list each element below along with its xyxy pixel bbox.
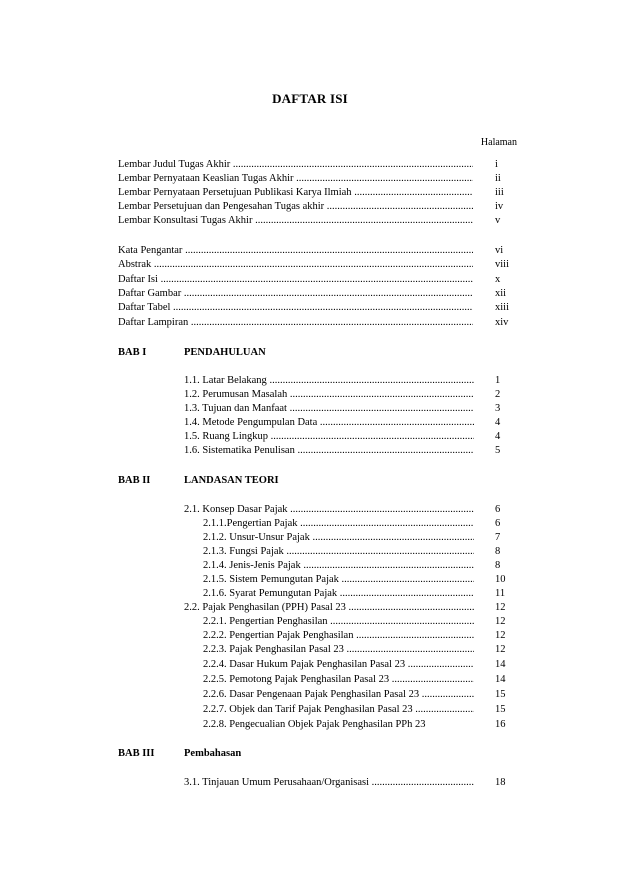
- toc-entry[interactable]: [203, 718, 518, 732]
- toc-entry-page: 10: [495, 574, 506, 585]
- toc-entry-label: 1.1. Latar Belakang .....: [184, 374, 474, 388]
- toc-entry-label: 2.2.7. Objek dan Tarif Pajak Penghasilan Pasal 23 .....: [203, 703, 474, 717]
- toc-entry-label: Lembar Pernyataan Keaslian Tugas Akhir .....: [118, 172, 473, 186]
- toc-entry[interactable]: [184, 776, 518, 790]
- toc-entry-label: 2.2.8. Pengecualian Objek Pajak Penghasilan PPh 23: [203, 719, 426, 730]
- toc-entry-label: 2.1.5. Sistem Pemungutan Pajak .....: [203, 573, 474, 587]
- toc-entry-page: vi: [495, 245, 504, 256]
- toc-entry-page: xii: [495, 288, 507, 299]
- toc-entry[interactable]: [118, 186, 518, 200]
- toc-entry[interactable]: [118, 287, 518, 301]
- toc-entry[interactable]: [184, 374, 518, 388]
- toc-entry-label: Daftar Isi .....: [118, 273, 473, 287]
- toc-entry-page: 16: [495, 719, 506, 730]
- chapter-heading[interactable]: [118, 474, 279, 488]
- toc-entry-page: 6: [495, 518, 501, 529]
- toc-entry-label: 2.1. Konsep Dasar Pajak .....: [184, 503, 474, 517]
- toc-entry-page: 14: [495, 659, 506, 670]
- toc-entry-label: 2.2.1. Pengertian Penghasilan .....: [203, 615, 474, 629]
- toc-entry-label: 1.6. Sistematika Penulisan .....: [184, 444, 474, 458]
- toc-entry-page: 2: [495, 389, 501, 400]
- toc-entry-page: 11: [495, 588, 506, 599]
- toc-entry[interactable]: [203, 615, 518, 629]
- toc-entry-page: xiv: [495, 317, 509, 328]
- toc-entry-label: 1.4. Metode Pengumpulan Data .....: [184, 416, 474, 430]
- toc-entry-page: 6: [495, 504, 501, 515]
- toc-entry[interactable]: [184, 503, 518, 517]
- toc-entry-page: v: [495, 215, 501, 226]
- toc-entry-page: viii: [495, 259, 510, 270]
- toc-entry[interactable]: [184, 388, 518, 402]
- toc-entry[interactable]: [184, 444, 518, 458]
- toc-entry-label: 2.2.5. Pemotong Pajak Penghasilan Pasal 23 .....: [203, 673, 474, 687]
- toc-entry-page: i: [495, 159, 498, 170]
- toc-entry[interactable]: [118, 273, 518, 287]
- chapter-number: BAB I: [118, 347, 147, 358]
- chapter-title: LANDASAN TEORI: [184, 475, 279, 486]
- toc-entry-page: 15: [495, 689, 506, 700]
- toc-entry[interactable]: [118, 158, 518, 172]
- toc-entry[interactable]: [118, 258, 518, 272]
- toc-entry[interactable]: [203, 673, 518, 687]
- toc-entry-page: iii: [495, 187, 504, 198]
- page-column-label: Halaman: [480, 137, 517, 148]
- toc-entry[interactable]: [184, 402, 518, 416]
- toc-entry[interactable]: [118, 200, 518, 214]
- toc-entry-label: 2.1.1.Pengertian Pajak .....: [203, 517, 474, 531]
- chapter-number: BAB II: [118, 475, 151, 486]
- toc-entry-label: Lembar Pernyataan Persetujuan Publikasi Karya Ilmiah .....: [118, 186, 473, 200]
- toc-entry-page: iv: [495, 201, 504, 212]
- toc-entry-label: Lembar Persetujuan dan Pengesahan Tugas akhir .....: [118, 200, 473, 214]
- toc-entry[interactable]: [203, 688, 518, 702]
- toc-entry-page: 1: [495, 375, 501, 386]
- toc-entry[interactable]: [118, 301, 518, 315]
- toc-entry-label: 2.1.2. Unsur-Unsur Pajak .....: [203, 531, 474, 545]
- toc-entry[interactable]: [203, 658, 518, 672]
- toc-entry-page: 4: [495, 431, 501, 442]
- toc-entry-page: ii: [495, 173, 501, 184]
- toc-entry-label: 2.2. Pajak Penghasilan (PPH) Pasal 23 .....: [184, 601, 474, 615]
- chapter-title: PENDAHULUAN: [184, 347, 266, 358]
- toc-entry[interactable]: [203, 559, 518, 573]
- toc-entry-label: Daftar Tabel .....: [118, 301, 473, 315]
- toc-entry-label: 2.2.4. Dasar Hukum Pajak Penghasilan Pasal 23 .....: [203, 658, 474, 672]
- toc-entry[interactable]: [118, 214, 518, 228]
- toc-entry-label: 2.2.6. Dasar Pengenaan Pajak Penghasilan Pasal 23 .....: [203, 688, 474, 702]
- toc-entry[interactable]: [203, 587, 518, 601]
- toc-entry[interactable]: [203, 545, 518, 559]
- chapter-number: BAB III: [118, 748, 155, 759]
- toc-entry-label: 2.1.3. Fungsi Pajak .....: [203, 545, 474, 559]
- toc-entry[interactable]: [203, 531, 518, 545]
- toc-entry-label: 2.1.4. Jenis-Jenis Pajak .....: [203, 559, 474, 573]
- toc-entry-page: 8: [495, 546, 501, 557]
- toc-entry-page: 15: [495, 704, 506, 715]
- toc-entry-label: Lembar Judul Tugas Akhir .....: [118, 158, 473, 172]
- toc-entry-page: xiii: [495, 302, 510, 313]
- toc-entry[interactable]: [203, 573, 518, 587]
- toc-entry-label: 2.2.2. Pengertian Pajak Penghasilan .....: [203, 629, 474, 643]
- toc-entry[interactable]: [203, 517, 518, 531]
- toc-entry-label: Kata Pengantar .....: [118, 244, 473, 258]
- chapter-heading[interactable]: [118, 346, 266, 360]
- toc-entry[interactable]: [184, 416, 518, 430]
- toc-entry-page: 14: [495, 674, 506, 685]
- toc-entry[interactable]: [118, 244, 518, 258]
- toc-entry-page: 12: [495, 602, 506, 613]
- chapter-title: Pembahasan: [184, 748, 242, 759]
- toc-entry-label: Daftar Gambar .....: [118, 287, 473, 301]
- toc-entry[interactable]: [118, 172, 518, 186]
- toc-entry-label: 1.2. Perumusan Masalah .....: [184, 388, 474, 402]
- toc-entry-page: x: [495, 274, 501, 285]
- page-title: DAFTAR ISI: [272, 91, 348, 106]
- toc-entry-label: Daftar Lampiran .....: [118, 316, 473, 330]
- toc-entry-page: 12: [495, 616, 506, 627]
- toc-entry-page: 12: [495, 644, 506, 655]
- toc-entry[interactable]: [203, 703, 518, 717]
- toc-entry-label: 2.2.3. Pajak Penghasilan Pasal 23 .....: [203, 643, 474, 657]
- toc-entry-page: 7: [495, 532, 501, 543]
- toc-entry[interactable]: [203, 629, 518, 643]
- toc-entry-label: Lembar Konsultasi Tugas Akhir .....: [118, 214, 473, 228]
- chapter-heading[interactable]: [118, 747, 242, 761]
- toc-entry-label: 1.3. Tujuan dan Manfaat .....: [184, 402, 474, 416]
- toc-entry-page: 18: [495, 777, 506, 788]
- toc-entry-page: 4: [495, 417, 501, 428]
- toc-entry-page: 12: [495, 630, 506, 641]
- toc-entry[interactable]: [203, 643, 518, 657]
- toc-entry-label: 1.5. Ruang Lingkup .....: [184, 430, 474, 444]
- toc-entry-page: 5: [495, 445, 501, 456]
- toc-entry-page: 8: [495, 560, 501, 571]
- toc-entry[interactable]: [184, 430, 518, 444]
- toc-entry[interactable]: [118, 316, 518, 330]
- toc-entry-label: 3.1. Tinjauan Umum Perusahaan/Organisasi .....: [184, 776, 474, 790]
- toc-entry-label: Abstrak .....: [118, 258, 473, 272]
- toc-entry-page: 3: [495, 403, 501, 414]
- toc-entry-label: 2.1.6. Syarat Pemungutan Pajak .....: [203, 587, 474, 601]
- toc-entry[interactable]: [184, 601, 518, 615]
